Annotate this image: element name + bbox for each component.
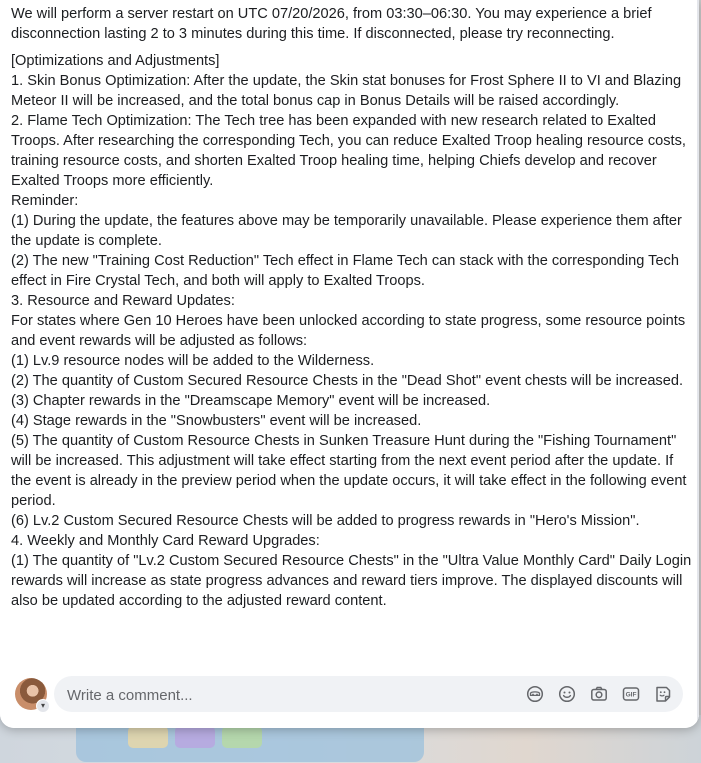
- gif-icon[interactable]: [622, 685, 640, 703]
- camera-icon[interactable]: [590, 685, 608, 703]
- background-game-slot: [128, 726, 168, 748]
- post-paragraph: (6) Lv.2 Custom Secured Resource Chests will be added to progress rewards in "Hero's Mission".: [11, 513, 640, 529]
- post-paragraph: We will perform a server restart on UTC 07/20/2026, from 03:30–06:30. You may experience a brief disconnection lasting 2 to 3 minutes during this time. If disconnected, please try reconnecting.: [11, 6, 652, 42]
- background-game-slot: [175, 726, 215, 748]
- post-paragraph: (1) During the update, the features above may be temporarily unavailable. Please experience them after the update is complete.: [11, 213, 682, 249]
- post-paragraph: (1) The quantity of "Lv.2 Custom Secured Resource Chests" in the "Ultra Value Monthly Card" Daily Login rewards will increase as state progress advances and reward tiers improve. The displayed discounts will also be updated according to the adjusted reward content.: [11, 553, 692, 609]
- emoji-icon[interactable]: [558, 685, 576, 703]
- post-paragraph: For states where Gen 10 Heroes have been unlocked according to state progress, some resource points and event rewards will be adjusted as follows:: [11, 313, 686, 349]
- scrollbar-track[interactable]: [697, 0, 699, 728]
- post-paragraph: Reminder:: [11, 193, 79, 209]
- post-paragraph: 2. Flame Tech Optimization: The Tech tree has been expanded with new research related to Exalted Troops. After researching the corresponding Tech, you can reduce Exalted Troop healing resource costs, training resource costs, and shorten Exalted Troop healing time, helping Chiefs develop and recover Exalted Troops more efficiently.: [11, 113, 686, 189]
- post-paragraph: (3) Chapter rewards in the "Dreamscape Memory" event will be increased.: [11, 393, 491, 409]
- post-paragraph: (5) The quantity of Custom Resource Chests in Sunken Treasure Hunt during the "Fishing Tournament" will be increased. This adjustment will take effect starting from the next event period after the update. If the event is already in the preview period when the update occurs, it will take effect in the following event period.: [11, 433, 687, 509]
- post-paragraph: 3. Resource and Reward Updates:: [11, 293, 235, 309]
- post-paragraph: 4. Weekly and Monthly Card Reward Upgrades:: [11, 533, 320, 549]
- post-paragraph: (4) Stage rewards in the "Snowbusters" event will be increased.: [11, 413, 422, 429]
- comment-input-container[interactable]: [54, 676, 683, 712]
- avatar-icon[interactable]: [526, 685, 544, 703]
- post-paragraph: (1) Lv.9 resource nodes will be added to the Wilderness.: [11, 353, 375, 369]
- post-paragraph: (2) The quantity of Custom Secured Resource Chests in the "Dead Shot" event chests will be increased.: [11, 373, 684, 389]
- post-paragraph: 1. Skin Bonus Optimization: After the update, the Skin stat bonuses for Frost Sphere II to VI and Blazing Meteor II will be increased, and the total bonus cap in Bonus Details will be raised accordingly.: [11, 73, 682, 109]
- svg-text:GIF: GIF: [625, 691, 637, 699]
- post-body: [11, 4, 693, 611]
- post-paragraph: [Optimizations and Adjustments]: [11, 53, 220, 69]
- post-paragraph: (2) The new "Training Cost Reduction" Tech effect in Flame Tech can stack with the corresponding Tech effect in Fire Crystal Tech, and both will apply to Exalted Troops.: [11, 253, 679, 289]
- background-game-slot: [222, 726, 262, 748]
- comment-input[interactable]: [65, 676, 509, 714]
- chevron-down-icon[interactable]: ▾: [36, 699, 50, 713]
- sticker-icon[interactable]: [654, 685, 672, 703]
